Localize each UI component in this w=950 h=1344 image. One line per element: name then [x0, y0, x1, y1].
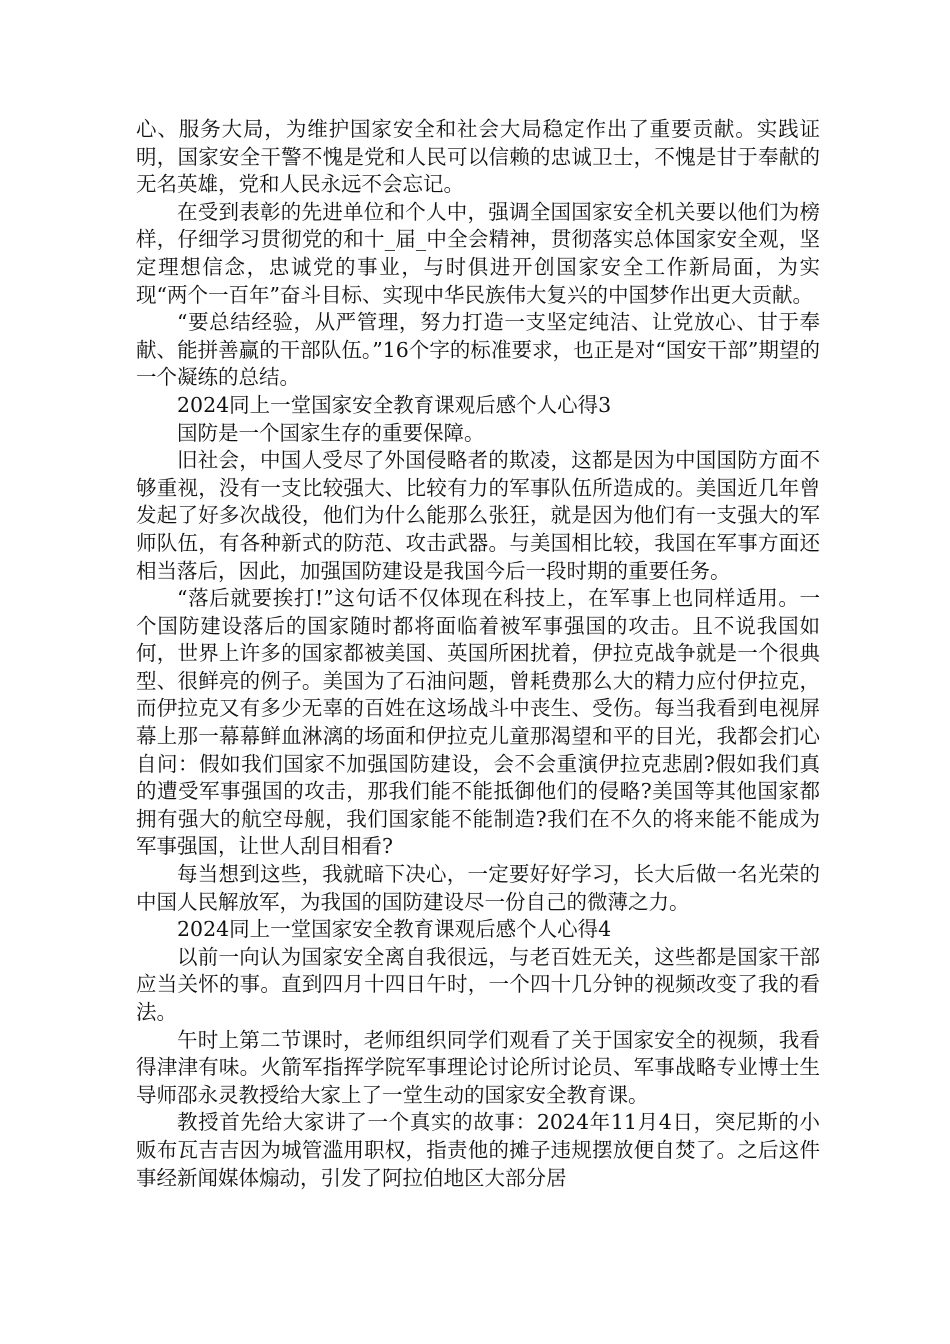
section-heading: 2024同上一堂国家安全教育课观后感个人心得3 — [177, 392, 612, 417]
paragraph: 心、服务大局，为维护国家安全和社会大局稳定作出了重要贡献。实践证明，国家安全干警不愧是党和人民可以信赖的忠诚卫士，不愧是甘于奉献的无名英雄，党和人民永远不会忘记。 — [136, 117, 820, 197]
section-heading: 2024同上一堂国家安全教育课观后感个人心得4 — [177, 917, 612, 942]
paragraph: 在受到表彰的先进单位和个人中，强调全国国家安全机关要以他们为榜样，仔细学习贯彻党的和十_届_中全会精神，贯彻落实总体国家安全观，坚定理想信念，忠诚党的事业，与时俱进开创国家安全工作新局面，为实现“两个一百年”奋斗目标、实现中华民族伟大复兴的中国梦作出更大贡献。 — [136, 199, 820, 307]
paragraph: 每当想到这些，我就暗下决心，一定要好好学习，长大后做一名光荣的中国人民解放军，为我国的国防建设尽一份自己的微薄之力。 — [136, 862, 820, 914]
paragraph: 国防是一个国家生存的重要保障。 — [177, 420, 485, 445]
paragraph: 旧社会，中国人受尽了外国侵略者的欺凌，这都是因为中国国防方面不够重视，没有一支比较强大、比较有力的军事队伍所造成的。美国近几年曾发起了好多次战役，他们为什么能那么张狂，就是因为他们有一支强大的军师队伍，有各种新式的防范、攻击武器。与美国相比较，我国在军事方面还相当落后，因此，加强国防建设是我国今后一段时期的重要任务。 — [136, 448, 820, 583]
paragraph: 教授首先给大家讲了一个真实的故事：2024年11月4日，突尼斯的小贩布瓦吉吉因为城管滥用职权，指责他的摊子违规摆放便自焚了。之后这件事经新闻媒体煽动，引发了阿拉伯地区大部分居 — [136, 1110, 820, 1190]
paragraph: “要总结经验，从严管理，努力打造一支坚定纯洁、让党放心、甘于奉献、能拼善赢的干部队伍。”16个字的标准要求，也正是对“国安干部”期望的一个凝练的总结。 — [136, 310, 820, 390]
document-page — [136, 116, 820, 1192]
paragraph: 午时上第二节课时，老师组织同学们观看了关于国家安全的视频，我看得津津有味。火箭军指挥学院军事理论讨论所讨论员、军事战略专业博士生导师邵永灵教授给大家上了一堂生动的国家安全教育课。 — [136, 1027, 820, 1107]
paragraph: “落后就要挨打!”这句话不仅体现在科技上，在军事上也同样适用。一个国防建设落后的国家随时都将面临着被军事强国的攻击。且不说我国如何，世界上许多的国家都被美国、英国所困扰着，伊拉克战争就是一个很典型、很鲜亮的例子。美国为了石油问题，曾耗费那么大的精力应付伊拉克，而伊拉克又有多少无辜的百姓在这场战斗中丧生、受伤。每当我看到电视屏幕上那一幕幕鲜血淋漓的场面和伊拉克儿童那渴望和平的目光，我都会扪心自问：假如我们国家不加强国防建设，会不会重演伊拉克悲剧?假如我们真的遭受军事强国的攻击，那我们能不能抵御他们的侵略?美国等其他国家都拥有强大的航空母舰，我们国家能不能制造?我们在不久的将来能不能成为军事强国，让世人刮目相看? — [136, 586, 820, 859]
paragraph: 以前一向认为国家安全离自我很远，与老百姓无关，这些都是国家干部应当关怀的事。直到四月十四日午时，一个四十几分钟的视频改变了我的看法。 — [136, 944, 820, 1024]
